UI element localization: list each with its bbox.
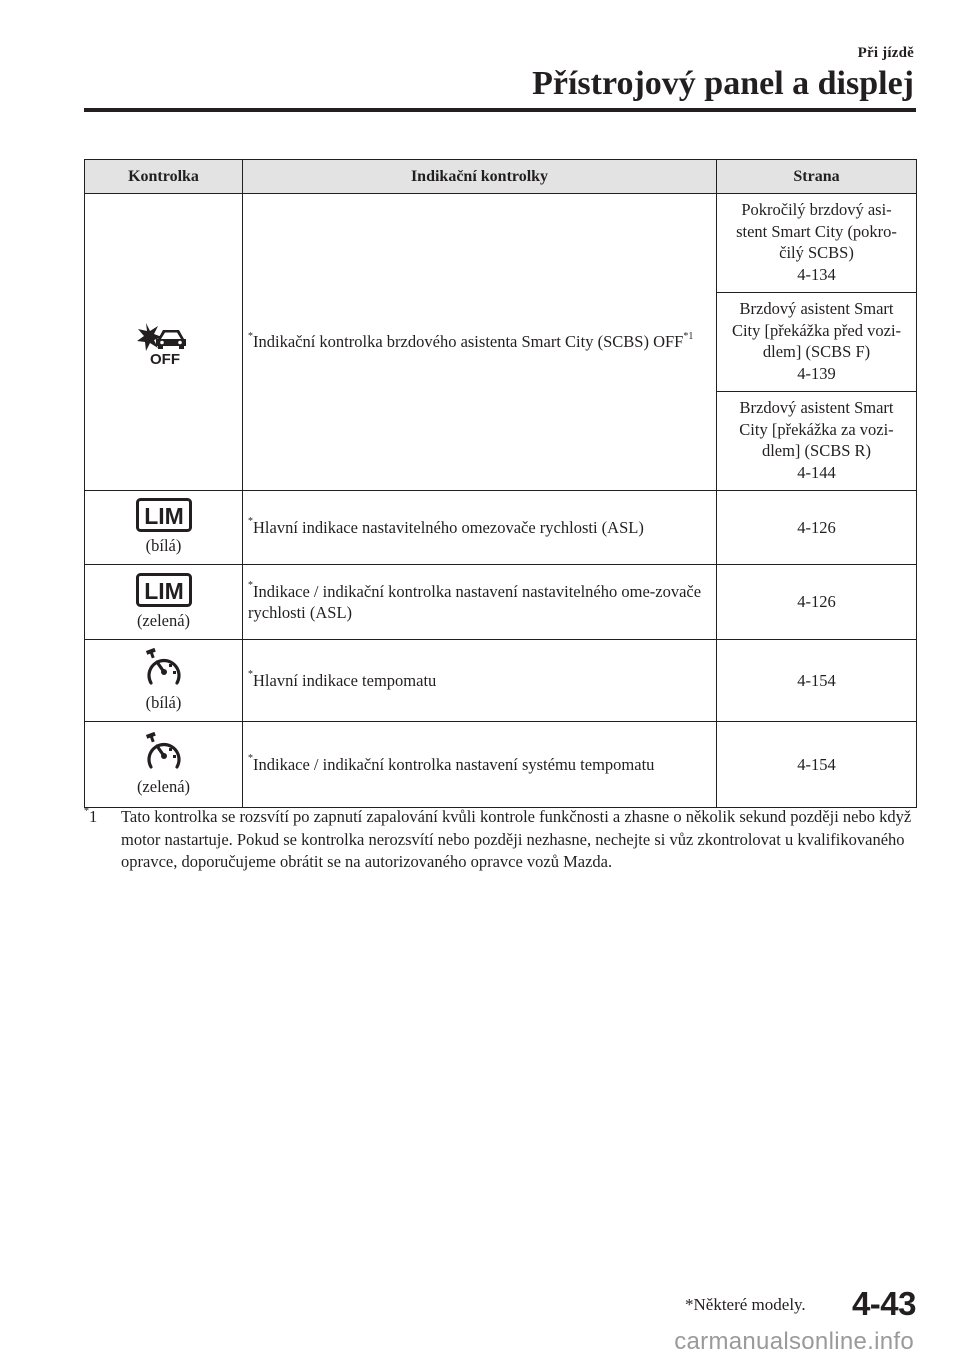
page-number-ref: 4-134 (797, 264, 836, 284)
description-cell (243, 491, 717, 565)
indicator-description: Indikace / indikační kontrolka nastavení nastavitelného ome-zovače rychlosti (ASL) (248, 581, 702, 622)
table-row (85, 565, 917, 640)
indicator-cell (85, 194, 243, 491)
lim-icon (136, 573, 192, 607)
asterisk: * (248, 516, 253, 528)
svg-text:LIM: LIM (143, 503, 184, 530)
page-reference-cell (717, 392, 917, 491)
page-reference-cell (717, 491, 917, 565)
page-topic-line: Pokročilý brzdový asi- (741, 200, 892, 219)
indicator-description: Hlavní indikace nastavitelného omezovače rychlosti (ASL) (253, 517, 644, 537)
indicator-description: Indikace / indikační kontrolka nastavení systému tempomatu (253, 754, 655, 774)
page-reference-cell (717, 565, 917, 640)
note-ref: *1 (683, 330, 694, 342)
footnote-marker: *1 (84, 805, 98, 826)
description-cell (243, 194, 717, 491)
page-reference-cell (717, 722, 917, 808)
description-cell (243, 640, 717, 722)
page-number-ref: 4-154 (797, 754, 836, 774)
svg-text:LIM: LIM (143, 577, 184, 604)
page-number-ref: 4-144 (797, 462, 836, 482)
table-row (85, 722, 917, 808)
indicator-cell (85, 491, 243, 565)
cruise-control-icon (142, 731, 186, 773)
page-topic-line: stent Smart City (pokro- (736, 221, 897, 241)
footnote (84, 806, 916, 874)
page-number-ref: 4-126 (797, 592, 836, 612)
page-number-ref: 4-154 (797, 670, 836, 690)
page-number-ref: 4-139 (797, 363, 836, 383)
indicator-color-label: (bílá) (145, 536, 182, 556)
section-heading: Při jízdě (857, 45, 914, 61)
models-note: *Některé modely. (685, 1295, 806, 1314)
description-cell (243, 722, 717, 808)
cruise-control-icon (142, 647, 186, 689)
asterisk: * (248, 753, 253, 765)
indicator-color-label: (bílá) (145, 693, 182, 713)
column-header-description: Indikační kontrolky (243, 160, 717, 194)
asterisk: * (248, 330, 253, 342)
indicator-cell (85, 640, 243, 722)
indicator-description: Indikační kontrolka brzdového asistenta Smart City (SCBS) OFF (253, 332, 684, 352)
page-topic-line: Brzdový asistent Smart (739, 398, 894, 417)
lim-icon (136, 498, 192, 532)
page-topic-line: dlem] (SCBS F) (762, 342, 871, 361)
scbs-off-icon (132, 317, 196, 367)
footnote-text: Tato kontrolka se rozsvítí po zapnutí zapalování kvůli kontrole funkčnosti a zhasne o několik sekund později nebo když motor nastartuje. Pokud se kontrolka nerozsvítí nebo později nezhasne, nechejte si vůz zkontrolovat u kvalifikovaného opravce, doporučujeme obrátit se na autorizovaného opravce vozů Mazda. (121, 807, 912, 871)
column-header-indicator: Kontrolka (85, 160, 243, 194)
watermark: carmanualsonline.info (674, 1328, 914, 1355)
page-topic-line: Brzdový asistent Smart (739, 299, 894, 318)
table-row (85, 491, 917, 565)
asterisk: * (248, 580, 253, 591)
indicator-color-label: (zelená) (136, 610, 191, 630)
description-cell (243, 565, 717, 640)
table-header-row (85, 160, 917, 194)
page-reference-cell (717, 640, 917, 722)
page-reference-cell (717, 194, 917, 293)
table-row (85, 640, 917, 722)
page-topic-line: City [překážka před vozi- (731, 320, 902, 340)
page-reference-cell (717, 293, 917, 392)
table-row (85, 194, 917, 293)
page-topic-line: čilý SCBS) (779, 243, 854, 262)
indicator-table (84, 159, 917, 808)
column-header-page: Strana (717, 160, 917, 194)
page-topic-line: dlem] (SCBS R) (761, 441, 872, 460)
page-number-ref: 4-126 (797, 517, 836, 537)
indicator-description: Hlavní indikace tempomatu (253, 670, 437, 690)
page-topic-line: City [překážka za vozi- (739, 419, 894, 439)
indicator-color-label: (zelená) (136, 777, 191, 797)
indicator-cell (85, 565, 243, 640)
page-title: Přístrojový panel a displej (532, 65, 914, 102)
svg-text:OFF: OFF (149, 351, 180, 367)
indicator-cell (85, 722, 243, 808)
header-divider (84, 108, 916, 112)
asterisk: * (248, 669, 253, 681)
page-number: 4-43 (851, 1285, 916, 1322)
